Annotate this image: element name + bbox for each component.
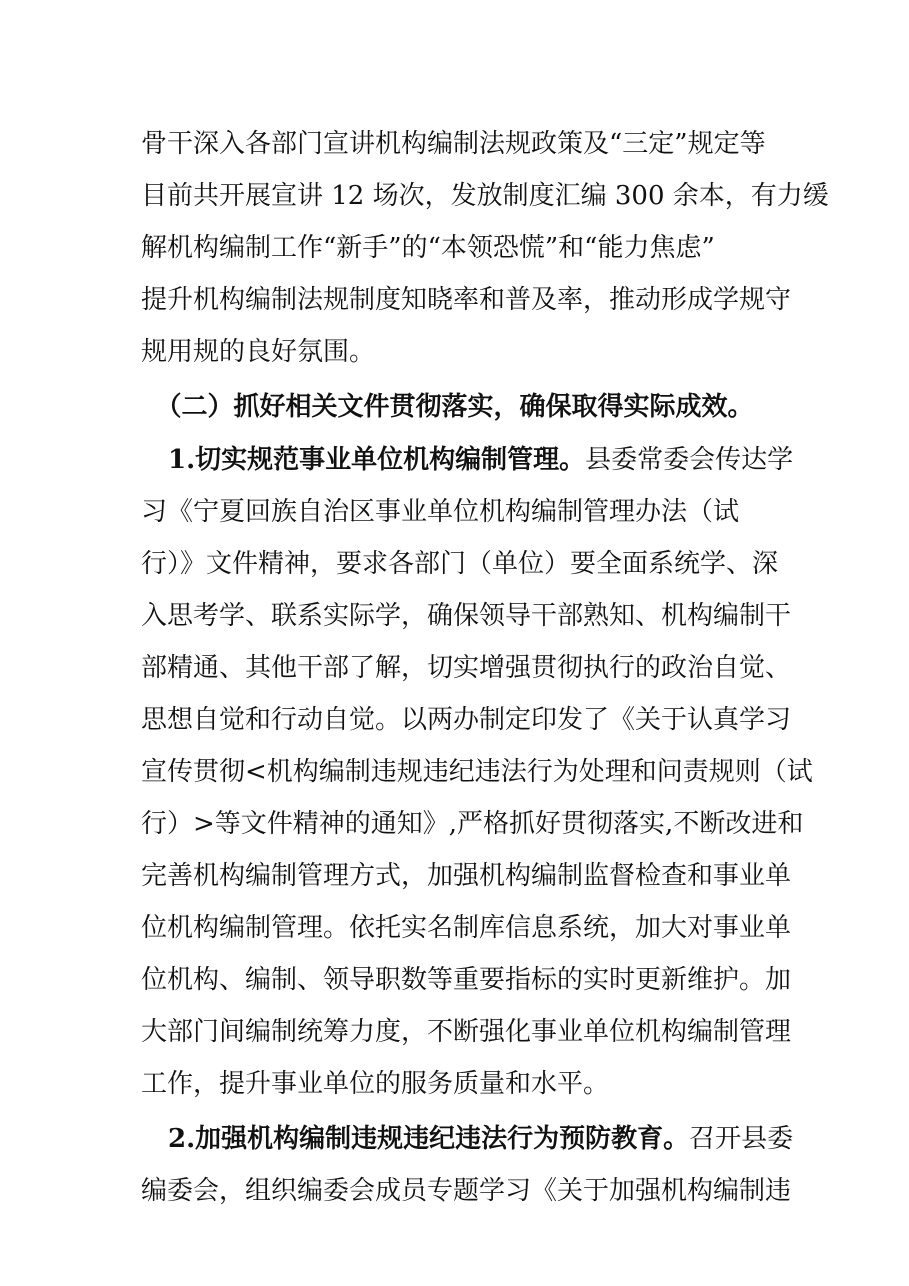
paragraph-line: 解机构编制工作“新手”的“本领恐慌”和“能力焦虑” xyxy=(141,233,715,263)
paragraph-line: 位机构编制管理。依托实名制库信息系统，加大对事业单 xyxy=(141,913,792,943)
paragraph-line: 宣传贯彻<机构编制违规违纪违法行为处理和问责规则（试 xyxy=(141,757,813,787)
paragraph-line: 思想自觉和行动自觉。以两办制定印发了《关于认真学习 xyxy=(141,705,792,735)
item-first-line xyxy=(168,1122,794,1156)
item-lead: 2.加强机构编制违规违纪违法行为预防教育。 xyxy=(168,1124,690,1154)
paragraph-line: 习《宁夏回族自治区事业单位机构编制管理办法（试 xyxy=(141,497,740,527)
paragraph-line: 工作，提升事业单位的服务质量和水平。 xyxy=(141,1069,610,1099)
paragraph-line: 完善机构编制管理方式，加强机构编制监督检查和事业单 xyxy=(141,861,792,891)
paragraph-line: 骨干深入各部门宣讲机构编制法规政策及“三定”规定等 xyxy=(141,129,766,159)
paragraph-line: 位机构、编制、领导职数等重要指标的实时更新维护。加 xyxy=(141,965,792,995)
paragraph-line: 大部门间编制统筹力度，不断强化事业单位机构编制管理 xyxy=(141,1017,792,1047)
section-heading: （二）抓好相关文件贯彻落实，确保取得实际成效。 xyxy=(155,392,754,422)
paragraph-line: 提升机构编制法规制度知晓率和普及率，推动形成学规守 xyxy=(141,285,792,315)
paragraph-line: 行）>等文件精神的通知》,严格抓好贯彻落实,不断改进和 xyxy=(141,809,804,839)
paragraph-line: 部精通、其他干部了解，切实增强贯彻执行的政治自觉、 xyxy=(141,653,792,683)
item-lead-rest: 召开县委 xyxy=(689,1124,794,1154)
paragraph-line: 规用规的良好氛围。 xyxy=(141,337,376,367)
paragraph-line: 目前共开展宣讲 12 场次，发放制度汇编 300 余本，有力缓 xyxy=(141,181,829,211)
paragraph-line: 入思考学、联系实际学，确保领导干部熟知、机构编制干 xyxy=(141,601,792,631)
item-lead-rest: 县委常委会传达学 xyxy=(585,445,794,475)
item-lead: 1.切实规范事业单位机构编制管理。 xyxy=(168,445,586,475)
item-first-line xyxy=(168,443,794,477)
paragraph-line: 编委会，组织编委会成员专题学习《关于加强机构编制违 xyxy=(141,1176,792,1206)
paragraph-line: 行）》文件精神，要求各部门（单位）要全面系统学、深 xyxy=(141,549,779,579)
